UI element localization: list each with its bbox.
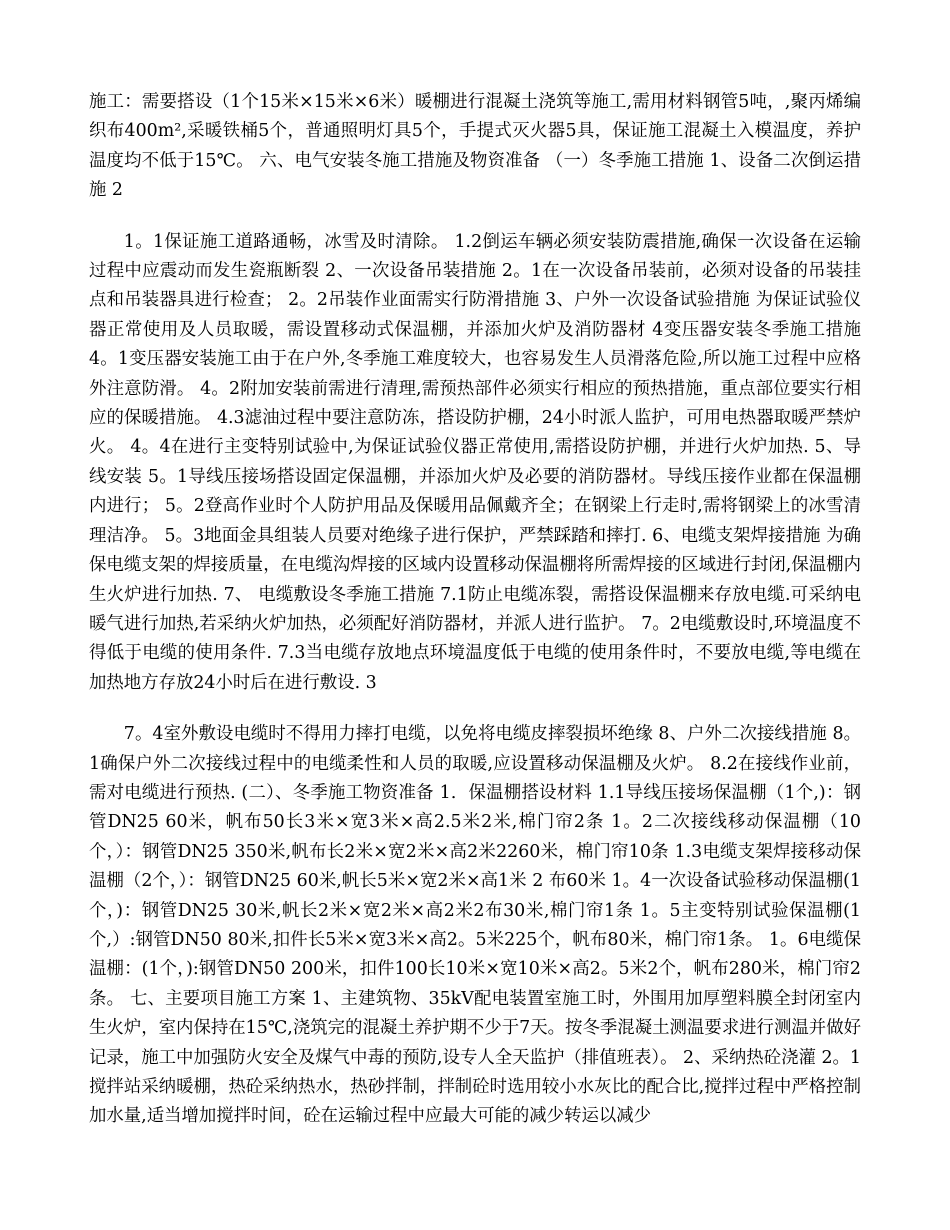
document-page bbox=[89, 88, 861, 1132]
paragraph-electrical-winter-measures: 1。1保证施工道路通畅，冰雪及时清除。 1.2倒运车辆必须安装防震措施,确保一次设备在运输过程中应震动而发生瓷瓶断裂 2、一次设备吊装措施 2。1在一次设备吊装前，必须对设备的吊装挂点和吊装器具进行检查； 2。2吊装作业面需实行防滑措施 3、户外一次设备试验措施 为保证试验仪器正常使用及人员取暖，需设置移动式保温棚，并添加火炉及消防器材 4变压器安装冬季施工措施 4。1变压器安装施工由于在户外,冬季施工难度较大，也容易发生人员滑落危险,所以施工过程中应格外注意防滑。 4。2附加安装前需进行清理,需预热部件必须实行相应的预热措施，重点部位要实行相应的保暖措施。 4.3滤油过程中要注意防冻，搭设防护棚，24小时派人监护，可用电热器取暖严禁炉火。 4。4在进行主变特别试验中,为保证试验仪器正常使用,需搭设防护棚，并进行火炉加热. 5、导线安装 5。1导线压接场搭设固定保温棚，并添加火炉及必要的消防器材。导线压接作业都在保温棚内进行； 5。2登高作业时个人防护用品及保暖用品佩戴齐全；在钢梁上行走时,需将钢梁上的冰雪清理洁净。 5。3地面金具组装人员要对绝缘子进行保护，严禁踩踏和摔打. 6、电缆支架焊接措施 为确保电缆支架的焊接质量，在电缆沟焊接的区域内设置移动保温棚将所需焊接的区域进行封闭,保温棚内生火炉进行加热. 7、 电缆敷设冬季施工措施 7.1防止电缆冻裂，需搭设保温棚来存放电缆.可采纳电暖气进行加热,若采纳火炉加热，必须配好消防器材，并派人进行监护。 7。2电缆敷设时,环境温度不得低于电缆的使用条件. 7.3当电缆存放地点环境温度低于电缆的使用条件时，不要放电缆,等电缆在加热地方存放24小时后在进行敷设. 3 bbox=[89, 231, 861, 693]
paragraph-materials-and-construction-plan: 7。4室外敷设电缆时不得用力摔打电缆，以免将电缆皮摔裂损坏绝缘 8、户外二次接线措施 8。1确保户外二次接线过程中的电缆柔性和人员的取暖,应设置移动保温棚及火炉。 8.2在接线作业前，需对电缆进行预热. (二）、冬季施工物资准备 1．保温棚搭设材料 1.1导线压接场保温棚（1个,)：钢管DN25 60米，帆布50长3米×宽3米×高2.5米2米,棉门帘2条 1。2二次接线移动保温棚（10个，）：钢管DN25 350米,帆布长2米×宽2米×高2米2260米，棉门帘10条 1.3电缆支架焊接移动保温棚（2个，）：钢管DN25 60米,帆长5米×宽2米×高1米 2 布60米 1。4一次设备试验移动保温棚(1个，)：钢管DN25 30米,帆长2米×宽2米×高2米2布30米,棉门帘1条 1。5主变特别试验保温棚(1个,）:钢管DN50 80米,扣件长5米×宽3米×高2。5米225个，帆布80米，棉门帘1条。 1。6电缆保温棚：(1个，):钢管DN50 200米，扣件100长10米×宽10米×高2。5米2个，帆布280米，棉门帘2条。 七、主要项目施工方案 1、主建筑物、35kV配电装置室施工时，外围用加厚塑料膜全封闭室内生火炉，室内保持在15℃,浇筑完的混凝土养护期不少于7天。按冬季混凝土测温要求进行测温并做好记录，施工中加强防火安全及煤气中毒的预防,设专人全天监护（排值班表）。 2、采纳热砼浇灌 2。1搅拌站采纳暖棚，热砼采纳热水，热砂拌制，拌制砼时选用较小水灰比的配合比,搅拌过程中严格控制加水量,适当增加搅拌时间，砼在运输过程中应最大可能的减少转运以减少 bbox=[89, 724, 861, 1127]
paragraph-winter-construction-materials: 施工：需要搭设（1个15米×15米×6米）暖棚进行混凝土浇筑等施工,需用材料钢管5吨，,聚丙烯编织布400m²,采暖铁桶5个，普通照明灯具5个，手提式灭火器5具，保证施工混凝土入模温度，养护温度均不低于15℃。 六、电气安装冬施工措施及物资准备 （一）冬季施工措施 1、设备二次倒运措施 2 bbox=[89, 92, 861, 201]
